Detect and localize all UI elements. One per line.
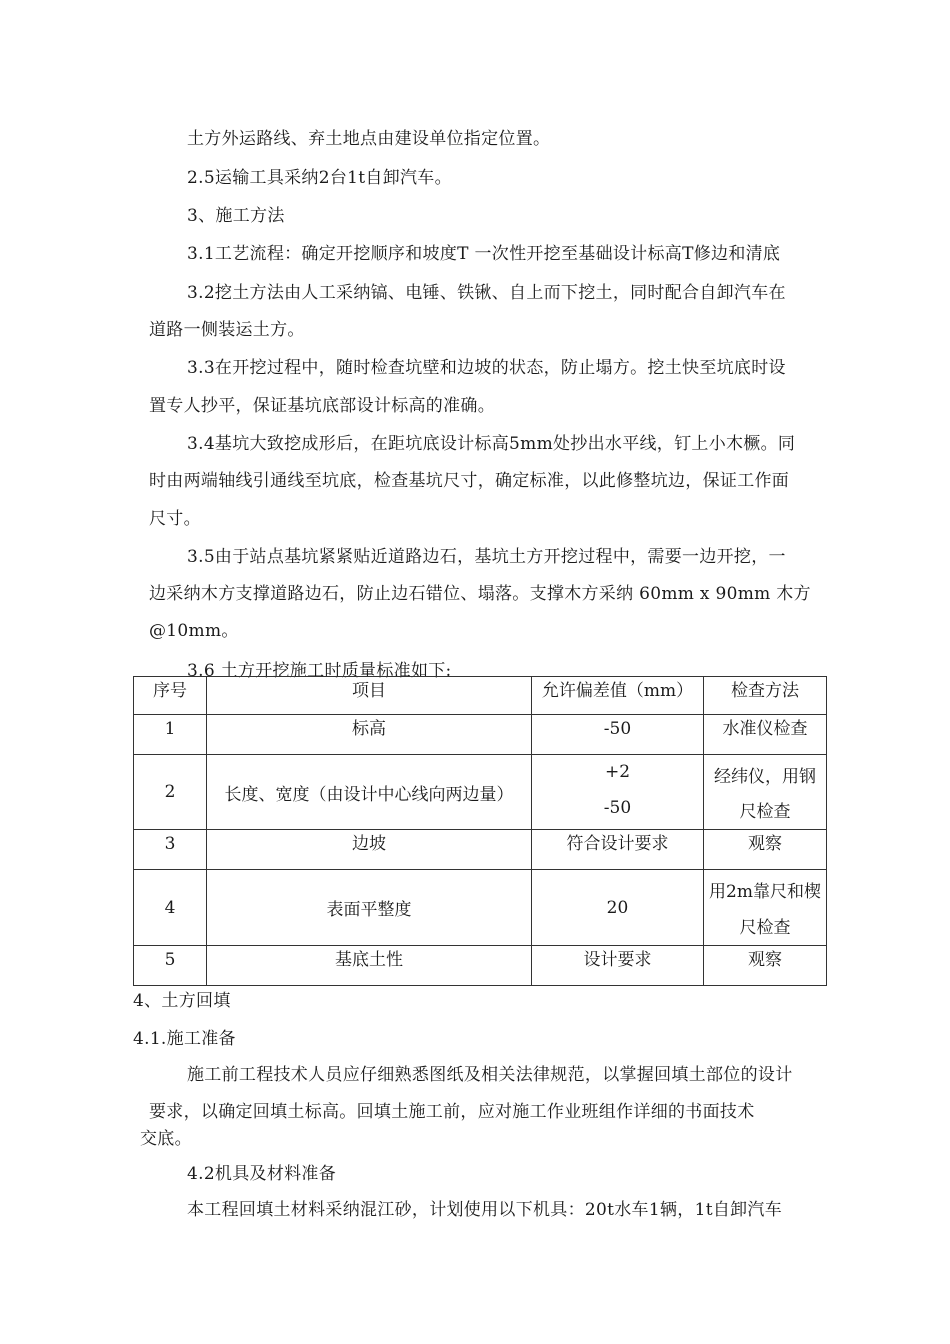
row-item: 标高: [207, 715, 532, 755]
row-method: 水准仪检查: [704, 715, 827, 755]
row-no: 1: [134, 715, 207, 755]
row-tolerance-upper: +2: [604, 762, 631, 782]
row-method-cell: [704, 755, 827, 830]
paragraph-line: 置专人抄平，保证基坑底部设计标高的准确。: [149, 396, 495, 416]
row-method-line1: 经纬仪，用钢: [714, 767, 816, 787]
paragraph-line: 3.1工艺流程：确定开挖顺序和坡度T 一次性开挖至基础设计标高T修边和清底: [187, 244, 781, 264]
row-no: 5: [134, 946, 207, 986]
table-row: [134, 715, 827, 755]
row-method-line1: 用2m靠尺和楔: [709, 881, 821, 902]
column-header-tolerance: 允许偏差值（mm）: [532, 677, 704, 715]
paragraph-line: 施工前工程技术人员应仔细熟悉图纸及相关法律规范，以掌握回填土部位的设计: [187, 1065, 793, 1085]
row-method: 观察: [704, 830, 827, 870]
row-tolerance: -50: [532, 715, 704, 755]
paragraph-line: 边采纳木方支撑道路边石，防止边石错位、塌落。支撑木方采纳 60mm x 90mm 木方: [149, 584, 811, 604]
row-method: 观察: [704, 946, 827, 986]
paragraph-line: 本工程回填土材料采纳混江砂，计划使用以下机具：20t水车1辆，1t自卸汽车: [187, 1200, 783, 1220]
table-row: [134, 870, 827, 946]
subsection-heading: 4.1.施工准备: [133, 1029, 236, 1049]
paragraph-line: 3.5由于站点基坑紧紧贴近道路边石，基坑土方开挖过程中，需要一边开挖，一: [187, 547, 786, 567]
table-row: [134, 946, 827, 986]
row-tolerance: 20: [532, 870, 704, 946]
row-no: 2: [134, 755, 207, 830]
section-heading: 4、土方回填: [133, 991, 231, 1011]
paragraph-line: 3.2挖土方法由人工采纳镐、电锤、铁锹、自上而下挖土，同时配合自卸汽车在: [187, 283, 786, 303]
paragraph-line: 2.5运输工具采纳2台1t自卸汽车。: [187, 168, 452, 188]
row-tolerance: 符合设计要求: [532, 830, 704, 870]
paragraph-line: @10mm。: [149, 621, 239, 641]
table-caption: 3.6 土方开挖施工时质量标准如下:: [187, 661, 452, 681]
paragraph-line: 道路一侧装运土方。: [149, 320, 305, 340]
row-method-cell: [704, 870, 827, 946]
column-header-item: 项目: [207, 677, 532, 715]
paragraph-line: 要求，以确定回填土标高。回填土施工前，应对施工作业班组作详细的书面技术: [149, 1102, 755, 1122]
section-heading: 3、施工方法: [187, 206, 285, 226]
table-row: [134, 755, 827, 830]
paragraph-line: 时由两端轴线引通线至坑底，检查基坑尺寸，确定标准，以此修整坑边，保证工作面: [149, 471, 790, 491]
row-item: 边坡: [207, 830, 532, 870]
paragraph-line: 土方外运路线、弃土地点由建设单位指定位置。: [187, 129, 551, 149]
row-item: 长度、宽度（由设计中心线向两边量）: [207, 755, 532, 830]
column-header-method: 检查方法: [704, 677, 827, 715]
row-tolerance: 设计要求: [532, 946, 704, 986]
subsection-heading: 4.2机具及材料准备: [187, 1164, 337, 1184]
table-header-row: [134, 677, 827, 715]
row-item: 表面平整度: [207, 870, 532, 946]
row-item: 基底土性: [207, 946, 532, 986]
row-tolerance-lower: -50: [603, 798, 632, 818]
row-tolerance-cell: [532, 755, 704, 830]
column-header-no: 序号: [134, 677, 207, 715]
row-method-line2: 尺检查: [739, 802, 791, 822]
row-method-line2: 尺检查: [739, 917, 791, 938]
row-no: 3: [134, 830, 207, 870]
quality-standard-table: [133, 676, 827, 986]
paragraph-line: 尺寸。: [149, 509, 201, 529]
paragraph-line: 3.3在开挖过程中，随时检查坑壁和边坡的状态，防止塌方。挖土快至坑底时设: [187, 358, 786, 378]
table-row: [134, 830, 827, 870]
paragraph-line: 3.4基坑大致挖成形后，在距坑底设计标高5mm处抄出水平线，钉上小木橛。同: [187, 434, 796, 454]
paragraph-line: 交底。: [140, 1129, 192, 1149]
row-no: 4: [134, 870, 207, 946]
